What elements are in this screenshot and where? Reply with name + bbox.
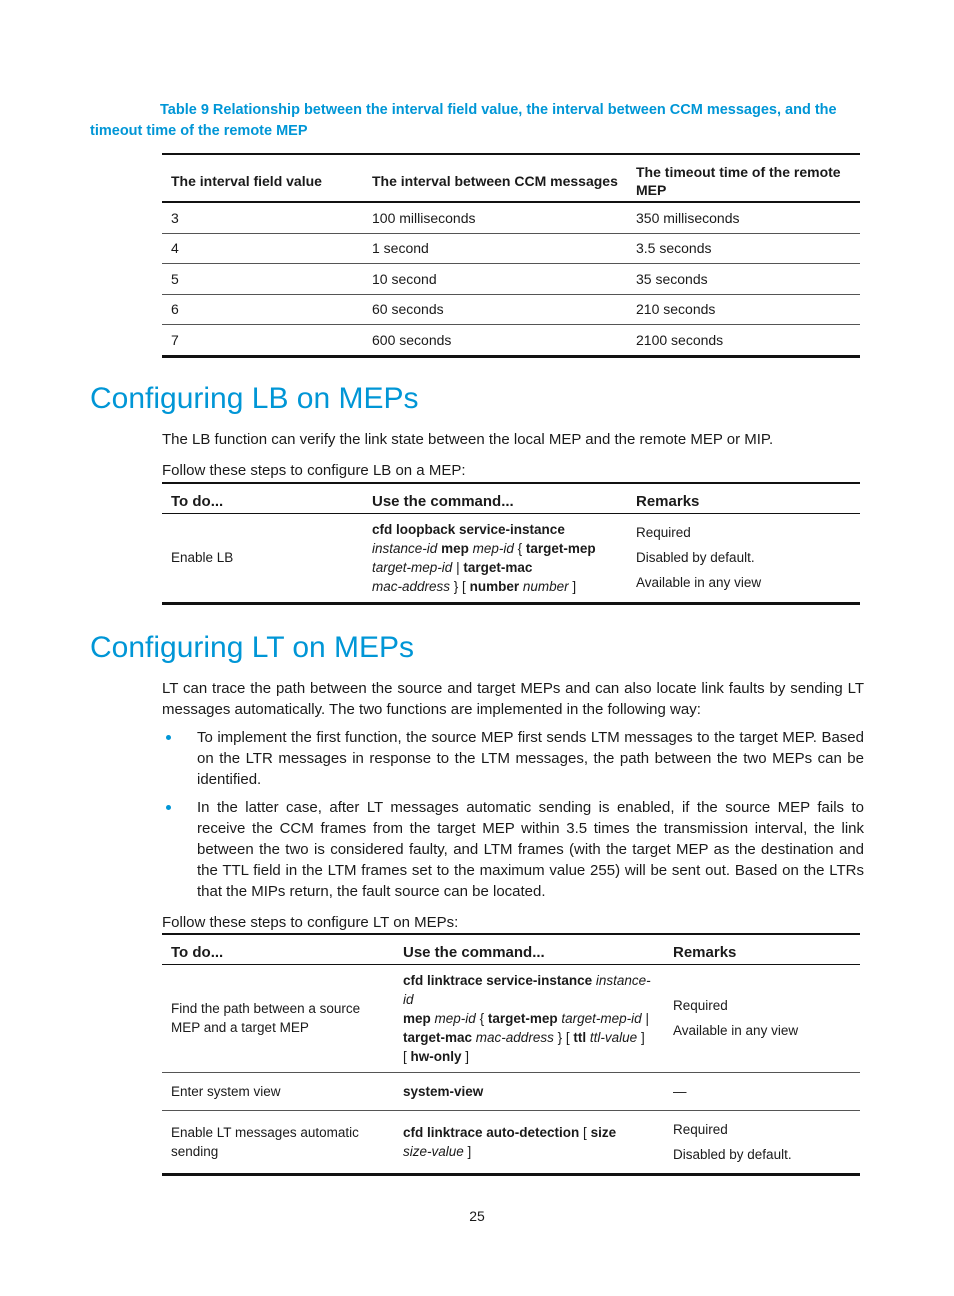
- cmd-symbol: |: [456, 559, 460, 575]
- list-item: [162, 797, 864, 902]
- cmd-symbol: } [: [453, 578, 466, 594]
- remark: Disabled by default.: [636, 550, 755, 565]
- todo-cell: Enter system view: [162, 1072, 394, 1110]
- cmd-keyword: mep: [441, 540, 469, 556]
- cell: 10 second: [363, 264, 627, 295]
- table-row: [162, 1072, 860, 1110]
- remark: Available in any view: [673, 1023, 799, 1038]
- table-header-row: [162, 934, 860, 964]
- cmd-keyword: cfd linktrace service-instance: [403, 972, 593, 988]
- cell: 2100 seconds: [627, 325, 860, 357]
- section-heading-lb: Configuring LB on MEPs: [90, 382, 419, 415]
- cmd-symbol: ]: [465, 1048, 470, 1064]
- remark: —: [673, 1083, 687, 1099]
- remarks-cell: [627, 513, 860, 603]
- lb-command-table: [162, 482, 860, 605]
- remark: Required: [673, 1121, 728, 1137]
- command-cell: [394, 1072, 664, 1110]
- cmd-keyword: cfd linktrace auto-detection: [403, 1124, 580, 1140]
- cmd-keyword: number: [469, 578, 520, 594]
- caption-line-1: Table 9 Relationship between the interval field value, the interval between CCM messages, and the: [160, 102, 837, 118]
- cmd-arg: mac-address: [475, 1029, 554, 1045]
- cmd-arg: target-mep-id: [561, 1010, 642, 1026]
- cmd-keyword: ttl: [573, 1029, 587, 1045]
- column-header: The interval field value: [171, 173, 322, 189]
- cmd-symbol: [: [403, 1048, 407, 1064]
- command-cell: [363, 513, 627, 603]
- cmd-symbol: [: [583, 1124, 587, 1140]
- cell: 6: [162, 294, 363, 325]
- column-header: To do...: [171, 493, 224, 511]
- cmd-keyword: target-mep: [525, 540, 596, 556]
- cmd-symbol: ]: [640, 1029, 645, 1045]
- cell: 3: [171, 209, 179, 226]
- cmd-keyword: cfd loopback service-instance: [372, 521, 565, 537]
- cell: 60 seconds: [363, 294, 627, 325]
- remark: Available in any view: [636, 575, 762, 590]
- column-header: Remarks: [673, 944, 737, 962]
- remark: Required: [636, 525, 691, 540]
- cell: 1 second: [363, 233, 627, 264]
- cmd-keyword: mep: [403, 1010, 431, 1026]
- cmd-arg: mep-id: [472, 540, 514, 556]
- table-header-row: [162, 483, 860, 513]
- remarks-cell: [664, 964, 860, 1072]
- table-row: [162, 202, 860, 233]
- bullet-text: In the latter case, after LT messages automatic sending is enabled, if the source MEP fails to receive the CCM frames from the target MEP within 3.5 times the transmission interval, the link between the two is considered faulty, and LTM frames (with the target MEP as the destination and the TTL field in the LTM frames set to the maximum value 255) will be sent out. Based on the LTRs that the MIPs return, the fault source can be located.: [197, 799, 864, 900]
- bullet-icon: [166, 735, 171, 740]
- section-heading-lt: Configuring LT on MEPs: [90, 631, 415, 664]
- interval-table: [162, 153, 860, 358]
- cmd-symbol: {: [517, 540, 523, 556]
- cmd-symbol: {: [479, 1010, 485, 1026]
- cmd-keyword: target-mep: [487, 1010, 558, 1026]
- lt-description: LT can trace the path between the source and target MEPs and can also locate link faults by sending LT messages automatically. The two functions are implemented in the following way:: [162, 680, 864, 718]
- lt-bullet-list: [162, 727, 864, 909]
- column-header: To do...: [171, 944, 224, 962]
- column-header: Use the command...: [403, 944, 545, 962]
- table-caption: [90, 100, 860, 142]
- cmd-arg: number: [522, 578, 569, 594]
- cmd-arg: mep-id: [434, 1010, 476, 1026]
- cell: 5: [162, 264, 363, 295]
- cell: 350 milliseconds: [636, 209, 740, 226]
- table-row: [162, 294, 860, 325]
- bullet-icon: [166, 805, 171, 810]
- column-header: Use the command...: [372, 493, 514, 511]
- command-cell: [394, 964, 664, 1072]
- cmd-symbol: } [: [557, 1029, 570, 1045]
- column-header: The interval between CCM messages: [372, 173, 618, 189]
- table-row: [162, 264, 860, 295]
- cmd-keyword: system-view: [403, 1083, 484, 1099]
- cmd-arg: ttl-value: [589, 1029, 638, 1045]
- column-header: Remarks: [636, 493, 700, 511]
- list-item: [162, 727, 864, 790]
- caption-line-2: timeout time of the remote MEP: [90, 123, 308, 139]
- remark: Disabled by default.: [673, 1146, 792, 1162]
- remark: Required: [673, 998, 728, 1013]
- cell: 7: [162, 325, 363, 357]
- cmd-arg: instance-id: [403, 972, 651, 1007]
- bullet-text: To implement the first function, the source MEP first sends LTM messages to the target MEP. Based on the LTR messages in response to the LTM messages, the path between the two MEPs can be identified.: [197, 729, 864, 788]
- command-cell: [394, 1110, 664, 1174]
- cell: 600 seconds: [363, 325, 627, 357]
- remarks-cell: [664, 1072, 860, 1110]
- todo-cell: Enable LB: [171, 550, 234, 565]
- cmd-symbol: |: [645, 1010, 649, 1026]
- cmd-arg: instance-id: [372, 540, 438, 556]
- cell: 4: [162, 233, 363, 264]
- page-number: 25: [469, 1208, 485, 1224]
- cell: 3.5 seconds: [627, 233, 860, 264]
- cell: 35 seconds: [627, 264, 860, 295]
- column-header: The timeout time of the remote MEP: [636, 164, 841, 198]
- todo-cell: Find the path between a source MEP and a target MEP: [171, 1001, 361, 1035]
- remarks-cell: [664, 1110, 860, 1174]
- cmd-keyword: target-mac: [403, 1029, 473, 1045]
- table-row: [162, 233, 860, 264]
- cmd-keyword: hw-only: [410, 1048, 462, 1064]
- lt-steps-intro: Follow these steps to configure LT on MEPs:: [162, 914, 459, 931]
- table-header-row: [162, 154, 860, 202]
- cmd-arg: size-value: [403, 1143, 464, 1159]
- cmd-keyword: size: [590, 1124, 617, 1140]
- cell: 210 seconds: [627, 294, 860, 325]
- table-row: [162, 325, 860, 357]
- cmd-symbol: ]: [572, 578, 577, 594]
- lb-steps-intro: Follow these steps to configure LB on a MEP:: [162, 462, 466, 479]
- table-row: [162, 1110, 860, 1174]
- lt-command-table: [162, 933, 860, 1176]
- cmd-symbol: ]: [467, 1143, 472, 1159]
- cmd-arg: target-mep-id: [372, 559, 453, 575]
- cmd-keyword: target-mac: [463, 559, 533, 575]
- cell: 100 milliseconds: [372, 209, 476, 226]
- cmd-arg: mac-address: [372, 578, 451, 594]
- todo-cell: Enable LT messages automatic sending: [162, 1110, 394, 1174]
- lb-description: The LB function can verify the link state between the local MEP and the remote MEP or MIP.: [162, 431, 774, 448]
- table-row: [162, 513, 860, 603]
- table-row: [162, 964, 860, 1072]
